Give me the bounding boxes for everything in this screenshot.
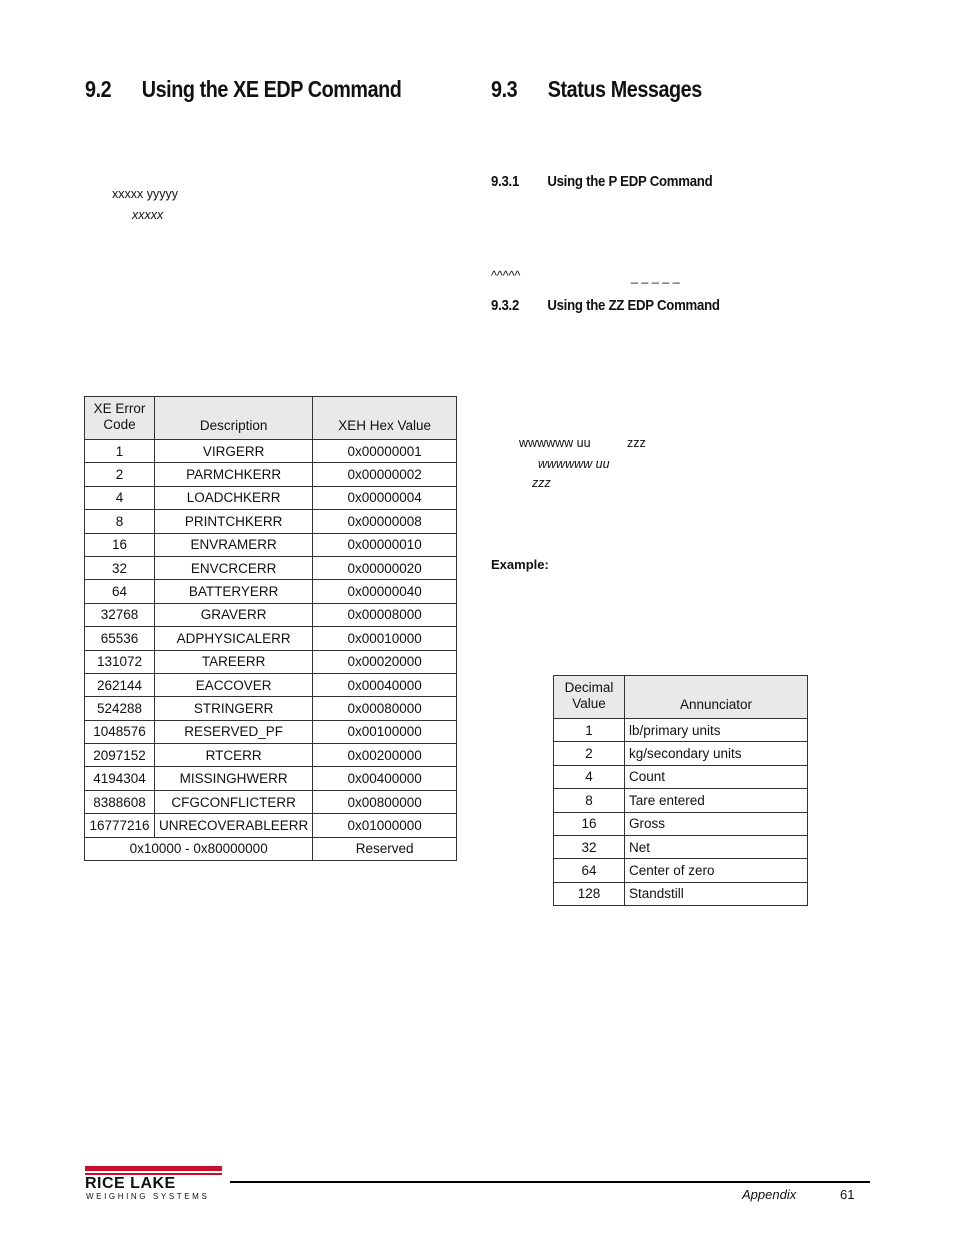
table-row	[85, 697, 457, 720]
cell-code: 524288	[85, 697, 155, 720]
example-label: Example:	[491, 557, 549, 572]
subsection-title: Using the ZZ EDP Command	[547, 297, 720, 314]
zz-variable-status: zzz	[532, 476, 551, 490]
cell-hex: 0x00080000	[313, 697, 457, 720]
table-row	[554, 719, 808, 742]
footer-rule	[230, 1181, 870, 1183]
cell-annunciator: lb/primary units	[625, 719, 808, 742]
col-header-hex: XEH Hex Value	[313, 397, 457, 440]
cell-decimal: 2	[554, 742, 625, 765]
section-heading-9-2	[85, 76, 401, 103]
footer-section: Appendix	[742, 1187, 797, 1202]
cell-description: RESERVED_PF	[155, 720, 313, 743]
cell-description: PARMCHKERR	[155, 463, 313, 486]
cell-annunciator: Tare entered	[625, 789, 808, 812]
cell-hex: 0x00000008	[313, 510, 457, 533]
table-row	[554, 765, 808, 788]
zz-format-weight: wwwwww uu	[519, 436, 591, 450]
col-header-code: XE Error Code	[85, 397, 155, 440]
subsection-number: 9.3.2	[491, 297, 520, 314]
cell-hex: 0x00000020	[313, 556, 457, 579]
cell-annunciator: Center of zero	[625, 859, 808, 882]
table-row	[85, 533, 457, 556]
cell-hex: 0x00040000	[313, 673, 457, 696]
cell-decimal: 8	[554, 789, 625, 812]
table-row	[85, 627, 457, 650]
cell-description: BATTERYERR	[155, 580, 313, 603]
cell-decimal: 32	[554, 835, 625, 858]
cell-hex: 0x00400000	[313, 767, 457, 790]
cell-hex: 0x00800000	[313, 790, 457, 813]
table-row	[85, 673, 457, 696]
section-title: Status Messages	[547, 76, 702, 102]
table-row	[85, 720, 457, 743]
cell-hex: 0x00000040	[313, 580, 457, 603]
cell-code: 32768	[85, 603, 155, 626]
table-row	[85, 790, 457, 813]
cell-code: 2	[85, 463, 155, 486]
annunciator-table	[553, 675, 808, 906]
cell-description: GRAVERR	[155, 603, 313, 626]
subsection-title: Using the P EDP Command	[547, 173, 713, 190]
cell-hex: 0x00000010	[313, 533, 457, 556]
table-row	[85, 510, 457, 533]
cell-code: 4	[85, 486, 155, 509]
cell-code: 32	[85, 556, 155, 579]
cell-code: 16	[85, 533, 155, 556]
section-title: Using the XE EDP Command	[141, 76, 402, 102]
cell-description: STRINGERR	[155, 697, 313, 720]
cell-description: ENVRAMERR	[155, 533, 313, 556]
table-header-row	[85, 397, 457, 440]
table-row	[554, 882, 808, 905]
cell-code: 64	[85, 580, 155, 603]
cell-description: CFGCONFLICTERR	[155, 790, 313, 813]
col-header-annunciator: Annunciator	[625, 676, 808, 719]
dash-marker: _ _ _ _ _	[631, 270, 680, 284]
cell-annunciator: Gross	[625, 812, 808, 835]
xe-format-variable: xxxxx	[132, 208, 164, 222]
xe-error-table	[84, 396, 457, 861]
cell-code: 131072	[85, 650, 155, 673]
rice-lake-logo	[85, 1166, 222, 1202]
table-row	[554, 835, 808, 858]
xe-format-line: xxxxx yyyyy	[112, 187, 178, 201]
cell-annunciator: Count	[625, 765, 808, 788]
subsection-number: 9.3.1	[491, 173, 520, 190]
cell-hex: 0x00020000	[313, 650, 457, 673]
cell-description: VIRGERR	[155, 440, 313, 463]
cell-description: EACCOVER	[155, 673, 313, 696]
section-number: 9.2	[85, 76, 112, 102]
cell-description: RTCERR	[155, 744, 313, 767]
cell-decimal: 128	[554, 882, 625, 905]
cell-decimal: 1	[554, 719, 625, 742]
cell-decimal: 4	[554, 765, 625, 788]
col-header-description: Description	[155, 397, 313, 440]
cell-annunciator: Net	[625, 835, 808, 858]
cell-code: 8388608	[85, 790, 155, 813]
cell-reserved-label: Reserved	[313, 837, 457, 860]
cell-code: 8	[85, 510, 155, 533]
table-row	[85, 744, 457, 767]
section-heading-9-3	[491, 76, 702, 103]
zz-format-status: zzz	[627, 436, 646, 450]
table-row	[554, 859, 808, 882]
table-row	[85, 650, 457, 673]
cell-hex: 0x00010000	[313, 627, 457, 650]
section-number: 9.3	[491, 76, 518, 102]
cell-description: LOADCHKERR	[155, 486, 313, 509]
cell-reserved-range: 0x10000 - 0x80000000	[85, 837, 313, 860]
cell-code: 4194304	[85, 767, 155, 790]
col-header-decimal: Decimal Value	[554, 676, 625, 719]
table-row	[554, 812, 808, 835]
table-row	[554, 742, 808, 765]
zz-variable-weight: wwwwww uu	[538, 457, 610, 471]
cell-description: ENVCRCERR	[155, 556, 313, 579]
table-row	[85, 767, 457, 790]
cell-decimal: 64	[554, 859, 625, 882]
table-row	[85, 814, 457, 837]
table-row	[554, 789, 808, 812]
table-row	[85, 463, 457, 486]
cell-description: TAREERR	[155, 650, 313, 673]
table-row	[85, 580, 457, 603]
cell-hex: 0x00000001	[313, 440, 457, 463]
cell-code: 1	[85, 440, 155, 463]
cell-code: 1048576	[85, 720, 155, 743]
cell-hex: 0x01000000	[313, 814, 457, 837]
cell-code: 16777216	[85, 814, 155, 837]
table-row	[85, 556, 457, 579]
logo-stripe-icon	[85, 1166, 222, 1171]
page-number: 61	[840, 1187, 855, 1202]
cell-annunciator: Standstill	[625, 882, 808, 905]
caret-marker: ^^^^^	[491, 269, 521, 283]
cell-code: 2097152	[85, 744, 155, 767]
cell-hex: 0x00000004	[313, 486, 457, 509]
table-header-row	[554, 676, 808, 719]
logo-wordmark: RICE LAKE	[85, 1175, 176, 1192]
subsection-heading-9-3-2	[491, 297, 720, 314]
cell-hex: 0x00008000	[313, 603, 457, 626]
cell-description: PRINTCHKERR	[155, 510, 313, 533]
cell-decimal: 16	[554, 812, 625, 835]
cell-hex: 0x00000002	[313, 463, 457, 486]
cell-hex: 0x00100000	[313, 720, 457, 743]
table-row-reserved	[85, 837, 457, 860]
subsection-heading-9-3-1	[491, 173, 712, 190]
table-row	[85, 440, 457, 463]
cell-description: ADPHYSICALERR	[155, 627, 313, 650]
cell-description: MISSINGHWERR	[155, 767, 313, 790]
cell-hex: 0x00200000	[313, 744, 457, 767]
cell-code: 65536	[85, 627, 155, 650]
cell-annunciator: kg/secondary units	[625, 742, 808, 765]
logo-tagline: WEIGHING SYSTEMS	[86, 1192, 210, 1201]
cell-code: 262144	[85, 673, 155, 696]
table-row	[85, 603, 457, 626]
cell-description: UNRECOVERABLEERR	[155, 814, 313, 837]
table-row	[85, 486, 457, 509]
